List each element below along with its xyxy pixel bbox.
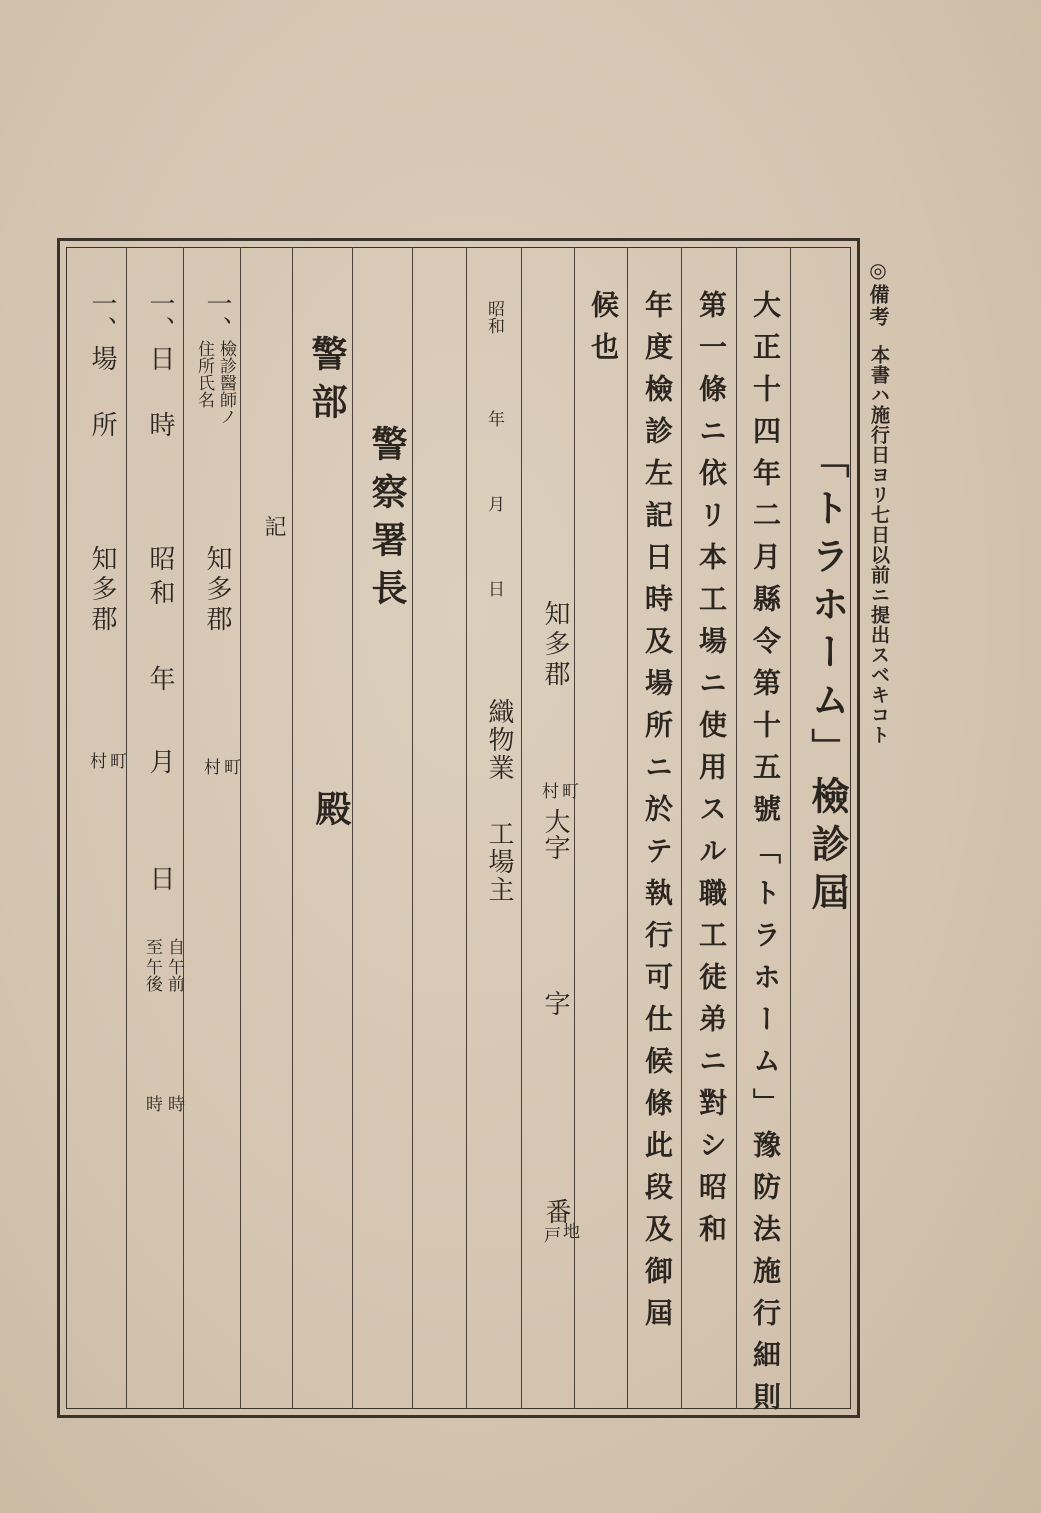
address-machi: 町 — [558, 782, 578, 799]
notes-label: ◎備考 — [866, 258, 890, 328]
addressee-police-rank: 警部 — [306, 335, 348, 431]
column-rule — [292, 247, 293, 1409]
form-title: 「トラホーム」檢診屆 — [805, 440, 850, 920]
column-rule — [126, 247, 127, 1409]
addressee-honorific: 殿 — [310, 790, 352, 838]
column-rule — [412, 247, 413, 1409]
item-datetime-day: 日 — [145, 865, 175, 891]
item-place-label: 場所 — [87, 345, 117, 477]
date-era: 昭和 — [484, 300, 504, 334]
address-chi: 地 — [559, 1222, 579, 1239]
item-datetime-month: 月 — [145, 748, 175, 774]
body-line-4: 候也 — [587, 290, 620, 374]
column-rule — [790, 247, 791, 1409]
column-rule — [183, 247, 184, 1409]
addressee-station-chief: 警察署長 — [366, 425, 408, 617]
date-day: 日 — [484, 580, 504, 597]
item-place-machi: 町 — [106, 752, 126, 769]
body-line-1: 大正十四年二月縣令第十五號「トラホーム」豫防法施行細則 — [749, 290, 782, 1424]
item-doctor-gun: 知多郡 — [202, 545, 232, 635]
column-rule — [240, 247, 241, 1409]
address-oaza: 大字 — [540, 808, 570, 860]
item-datetime-label: 日時 — [145, 345, 175, 477]
item-datetime-year: 年 — [145, 665, 175, 691]
item-datetime-to: 至 — [142, 938, 162, 955]
column-rule — [736, 247, 737, 1409]
item-doctor-marker: 一、 — [202, 290, 232, 342]
notes-text: 本書ハ施行日ヨリ七日以前ニ提出スベキコト — [868, 345, 890, 745]
applicant-role: 工場主 — [484, 820, 514, 904]
item-datetime-from: 自 — [164, 938, 184, 955]
ki-label: 記 — [261, 515, 286, 537]
item-doctor-label-1: 檢診醫師ノ — [216, 340, 236, 425]
item-place-mura: 村 — [86, 752, 106, 769]
body-line-3: 年度檢診左記日時及場所ニ於テ執行可仕候條此段及御屆 — [641, 290, 674, 1340]
item-datetime-hour-2: 時 — [142, 1095, 162, 1112]
item-datetime-pm: 午後 — [142, 958, 162, 992]
body-line-2: 第一條ニ依リ本工場ニ使用スル職工徒弟ニ對シ昭和 — [695, 290, 728, 1256]
address-mura: 村 — [538, 782, 558, 799]
item-datetime-marker: 一、 — [145, 290, 175, 342]
item-doctor-machi: 町 — [220, 758, 240, 775]
column-rule — [627, 247, 628, 1409]
item-datetime-era: 昭和 — [145, 545, 175, 613]
item-doctor-label-2: 住所氏名 — [194, 340, 214, 408]
address-ban: 番 — [541, 1198, 571, 1224]
item-datetime-hour-1: 時 — [164, 1095, 184, 1112]
address-aza: 字 — [540, 990, 570, 1016]
item-place-marker: 一、 — [87, 290, 117, 342]
address-ko: 戸 — [540, 1226, 560, 1243]
applicant-industry: 織物業 — [484, 698, 514, 782]
column-rule — [521, 247, 522, 1409]
item-place-gun: 知多郡 — [87, 545, 117, 635]
column-rule — [466, 247, 467, 1409]
column-rule — [681, 247, 682, 1409]
item-datetime-am: 午前 — [164, 958, 184, 992]
date-month: 月 — [484, 495, 504, 512]
date-year: 年 — [484, 410, 504, 427]
address-gun: 知多郡 — [540, 600, 570, 690]
item-doctor-mura: 村 — [200, 758, 220, 775]
